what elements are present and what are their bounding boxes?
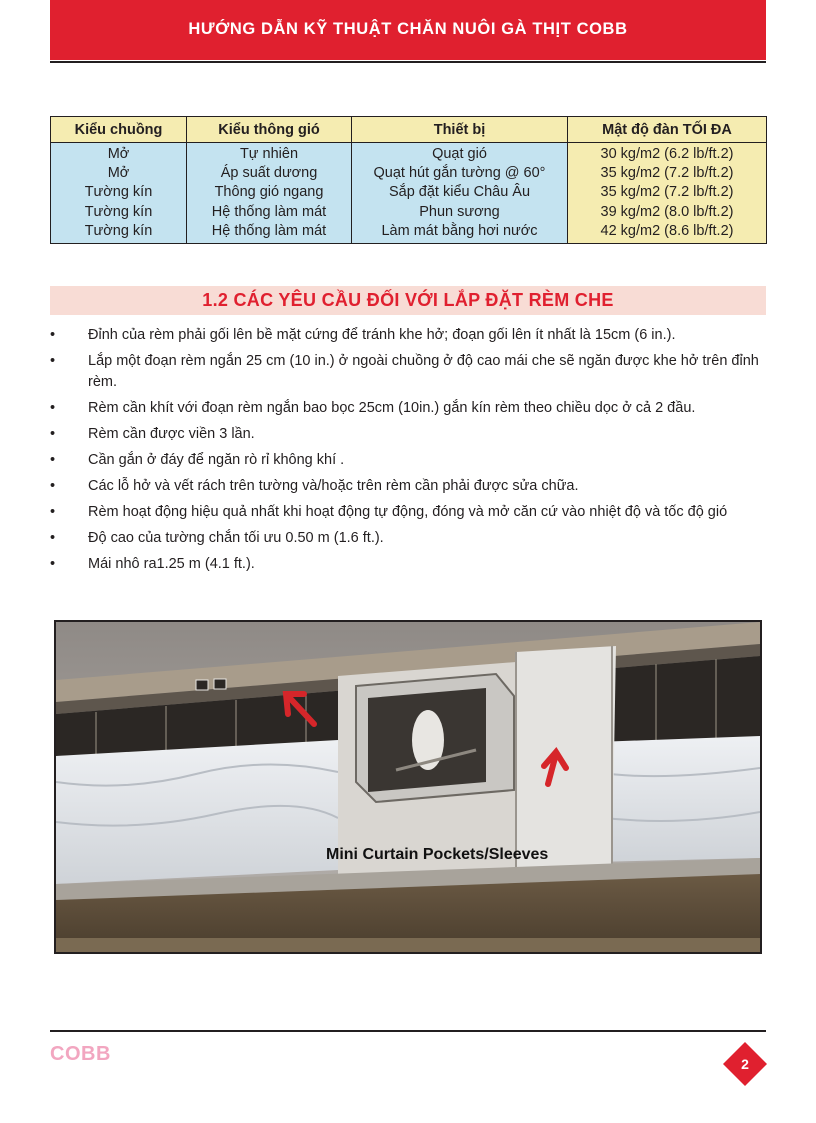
table-cell: Làm mát bằng hơi nước	[352, 222, 568, 244]
list-item-text: Rèm hoạt động hiệu quả nhất khi hoạt động tự động, đóng và mở căn cứ vào nhiệt độ và tốc độ gió	[88, 504, 728, 520]
table-cell: Mở	[51, 143, 187, 165]
list-item	[50, 398, 766, 419]
list-item-text: Các lỗ hở và vết rách trên tường và/hoặc trên rèm cần phải được sửa chữa.	[88, 478, 579, 494]
table-header-cell: Thiết bị	[352, 117, 568, 143]
table-row	[51, 143, 767, 165]
bullet-marker: •	[50, 327, 56, 343]
list-item	[50, 424, 766, 445]
page-number-badge	[722, 1041, 768, 1087]
barn-curtain-illustration	[56, 622, 760, 952]
list-item-text: Lắp một đoạn rèm ngắn 25 cm (10 in.) ở ngoài chuồng ở độ cao mái che sẽ ngăn được khe hở trên đỉnh rèm.	[88, 353, 759, 390]
bullet-marker: •	[50, 452, 56, 468]
list-item-text: Độ cao của tường chắn tối ưu 0.50 m (1.6 ft.).	[88, 530, 384, 546]
table-row	[51, 222, 767, 244]
table-cell: Áp suất dương	[187, 164, 352, 183]
table-cell: Quạt gió	[352, 143, 568, 165]
list-item	[50, 450, 766, 471]
bullet-marker: •	[50, 426, 56, 442]
table-row	[51, 183, 767, 202]
table-header-cell: Kiểu chuồng	[51, 117, 187, 143]
header-title: HƯỚNG DẪN KỸ THUẬT CHĂN NUÔI GÀ THỊT COBB	[188, 19, 628, 38]
table-cell: Hệ thống làm mát	[187, 222, 352, 244]
bullet-marker: •	[50, 478, 56, 494]
page-number: 2	[741, 1056, 749, 1072]
list-item	[50, 502, 766, 523]
list-item	[50, 554, 766, 575]
header-divider	[50, 61, 766, 63]
table-cell: Tự nhiên	[187, 143, 352, 165]
table-cell: Quạt hút gắn tường @ 60°	[352, 164, 568, 183]
table-cell: Sắp đặt kiểu Châu Âu	[352, 183, 568, 202]
footer-divider	[50, 1030, 766, 1032]
list-item	[50, 528, 766, 549]
table-header-cell: Mật độ đàn TỐI ĐA	[568, 117, 767, 143]
table-row	[51, 164, 767, 183]
table-cell: Tường kín	[51, 203, 187, 222]
table-cell: 35 kg/m2 (7.2 lb/ft.2)	[568, 164, 767, 183]
section-title: 1.2 CÁC YÊU CẦU ĐỐI VỚI LẮP ĐẶT RÈM CHE	[202, 290, 614, 310]
table-row	[51, 203, 767, 222]
list-item	[50, 476, 766, 497]
bullet-marker: •	[50, 353, 56, 369]
table-cell: 35 kg/m2 (7.2 lb/ft.2)	[568, 183, 767, 202]
bullet-marker: •	[50, 504, 56, 520]
bullet-marker: •	[50, 530, 56, 546]
table-cell: 42 kg/m2 (8.6 lb/ft.2)	[568, 222, 767, 244]
list-item-text: Rèm cần khít với đoạn rèm ngắn bao bọc 25cm (10in.) gắn kín rèm theo chiều dọc ở cả 2 đầu.	[88, 400, 696, 416]
table-header-row	[51, 117, 767, 143]
table-cell: 30 kg/m2 (6.2 lb/ft.2)	[568, 143, 767, 165]
list-item-text: Cần gắn ở đáy để ngăn rò rỉ không khí .	[88, 452, 345, 468]
list-item	[50, 325, 766, 346]
table-cell: Mở	[51, 164, 187, 183]
list-item	[50, 351, 766, 393]
table-cell: Hệ thống làm mát	[187, 203, 352, 222]
ventilation-density-table	[50, 116, 767, 244]
page-header	[50, 0, 766, 60]
requirements-list	[50, 325, 766, 580]
cobb-logo: COBB	[50, 1043, 111, 1065]
table-cell: Thông gió ngang	[187, 183, 352, 202]
list-item-text: Đỉnh của rèm phải gối lên bề mặt cứng để tránh khe hở; đoạn gối lên ít nhất là 15cm (6 in.).	[88, 327, 676, 343]
table-cell: Tường kín	[51, 222, 187, 244]
section-heading	[50, 286, 766, 315]
list-item-text: Rèm cần được viền 3 lần.	[88, 426, 255, 442]
photo-caption: Mini Curtain Pockets/Sleeves	[326, 846, 549, 863]
table-cell: Tường kín	[51, 183, 187, 202]
list-item-text: Mái nhô ra1.25 m (4.1 ft.).	[88, 556, 255, 572]
bullet-marker: •	[50, 556, 56, 572]
table-cell: Phun sương	[352, 203, 568, 222]
table-header-cell: Kiểu thông gió	[187, 117, 352, 143]
bullet-marker: •	[50, 400, 56, 416]
curtain-photo	[54, 620, 762, 954]
table-cell: 39 kg/m2 (8.0 lb/ft.2)	[568, 203, 767, 222]
